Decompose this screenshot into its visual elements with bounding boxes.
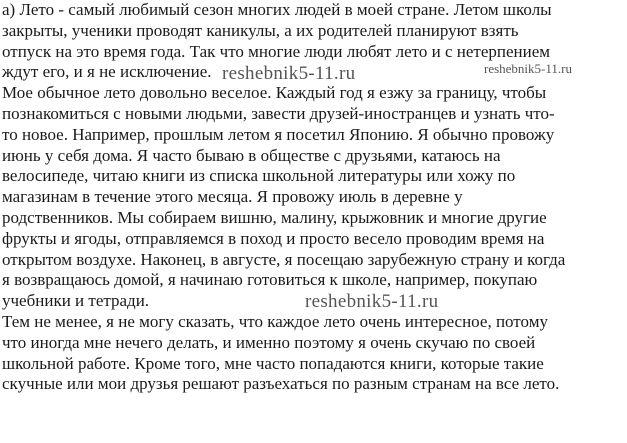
text-line: я возвращаюсь домой, я начинаю готовиться к школе, например, покупаю [2, 270, 538, 290]
paragraph-1 [2, 0, 625, 83]
text-line: а) Лето - самый любимый сезон многих людей в моей стране. Летом школы [2, 0, 552, 19]
text-line: ждут его, и я не исключение. [2, 62, 212, 82]
text-line: что иногда мне нечего делать, и именно поэтому я очень скучаю по своей [2, 332, 536, 352]
watermark-lower: reshebnik5-11.ru [305, 291, 439, 312]
paragraph-2 [2, 83, 625, 312]
text-line: фрукты и ягоды, отправляемся в поход и просто весело проводим время на [2, 228, 545, 248]
text-line: познакомиться с новыми людьми, завести друзей-иностранцев и узнать что- [2, 103, 555, 123]
watermark-main: reshebnik5-11.ru [222, 63, 356, 84]
watermark-small: reshebnik5-11.ru [484, 61, 572, 76]
text-line: Мое обычное лето довольно веселое. Каждый год я езжу за границу, чтобы [2, 83, 547, 103]
paragraph-3 [2, 312, 625, 395]
text-line: отпуск на это время года. Так что многие люди любят лето и с нетерпением [2, 41, 551, 61]
document-body [2, 0, 625, 395]
text-line: закрыты, ученики проводят каникулы, а их родителей планируют взять [2, 20, 519, 40]
text-line: то новое. Например, прошлым летом я посетил Японию. Я обычно провожу [2, 124, 555, 144]
text-line: открытом воздухе. Наконец, в августе, я посещаю зарубежную страну и когда [2, 249, 566, 269]
text-line: учебники и тетради. [2, 291, 150, 311]
text-line: школьной работе. Кроме того, мне часто попадаются книги, которые такие [2, 353, 544, 373]
text-line: скучные или мои друзья решают разъехаться по разным странам на все лето. [2, 374, 560, 394]
text-line: июнь у себя дома. Я часто бываю в обществе с друзьями, катаюсь на [2, 145, 501, 165]
text-line: велосипеде, читаю книги из списка школьной литературы или хожу по [2, 166, 516, 186]
text-line: Тем не менее, я не могу сказать, что каждое лето очень интересное, потому [2, 311, 548, 331]
text-line: магазинам в течение этого месяца. Я провожу июль в деревне у [2, 187, 463, 207]
text-line: родственников. Мы собираем вишню, малину, крыжовник и многие другие [2, 207, 547, 227]
